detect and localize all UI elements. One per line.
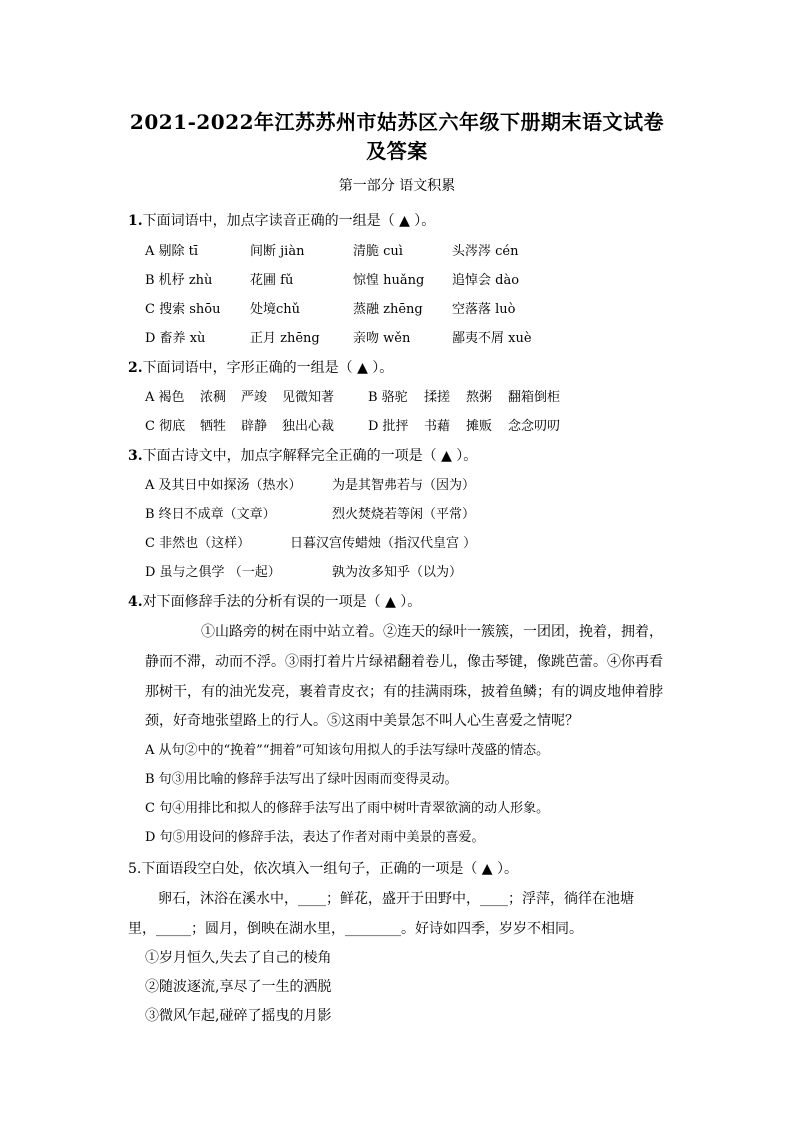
q5-passage-line-1: 卵石，沐浴在溪水中，____；鲜花，盛开于田野中，____；浮萍，徜徉在池塘 xyxy=(158,891,634,907)
question-number: 1. xyxy=(128,213,143,229)
q1-option-d-4: 鄙夷不屑 xuè xyxy=(452,331,532,346)
q2-option-a-2: 浓稠 xyxy=(200,390,227,405)
q2-option-b-4: 翻箱倒柜 xyxy=(508,390,561,405)
q1-option-a-2: 间断 jiàn xyxy=(250,244,305,259)
q2-option-a-4: 见微知著 xyxy=(282,390,335,405)
q2-option-c-1: C 彻底 xyxy=(145,419,186,434)
q1-option-c-4: 空落落 luò xyxy=(452,302,516,317)
q4-option-a: A 从句②中的“挽着”“拥着”可知该句用拟人的手法写绿叶茂盛的情态。 xyxy=(145,743,550,758)
question-number: 4. xyxy=(128,594,143,610)
q4-option-c: C 句④用排比和拟人的修辞手法写出了雨中树叶青翠欲滴的动人形象。 xyxy=(145,801,550,816)
question-number: 2. xyxy=(128,360,143,376)
q4-option-d: D 句⑤用设问的修辞手法，表达了作者对雨中美景的喜爱。 xyxy=(145,830,485,845)
q2-option-d-2: 书藉 xyxy=(424,419,451,434)
section-heading: 第一部分 语文积累 xyxy=(338,178,456,194)
question-stem: 下面古诗文中，加点字解释完全正确的一项是（ ▲ ）。 xyxy=(142,448,478,464)
question-number: 5. xyxy=(128,861,142,877)
question-stem: 下面语段空白处，依次填入一组句子，正确的一项是（ ▲ ）。 xyxy=(141,861,519,877)
q2-option-c-2: 牺牲 xyxy=(200,419,227,434)
q2-option-a-3: 严竣 xyxy=(241,390,268,405)
q2-option-b-2: 揉搓 xyxy=(424,390,451,405)
q3-option-d-1: D 虽与之俱学 （一起） xyxy=(145,565,281,580)
q2-option-d-1: D 批抨 xyxy=(368,419,409,434)
q1-option-d-1: D 畜养 xù xyxy=(145,331,206,346)
q5-item-1: ①岁月恒久,失去了自己的棱角 xyxy=(145,950,332,966)
q1-option-d-2: 正月 zhēng xyxy=(250,331,320,346)
question-1 xyxy=(128,210,435,230)
q1-option-b-4: 追悼会 dào xyxy=(452,273,520,288)
q2-option-d-4: 念念叨叨 xyxy=(508,419,561,434)
q1-option-b-1: B 机杼 zhù xyxy=(145,273,213,288)
q2-option-b-1: B 骆驼 xyxy=(368,390,408,405)
q1-option-c-2: 处境chǔ xyxy=(250,302,301,317)
q1-option-c-1: C 搜索 shōu xyxy=(145,302,221,317)
question-stem: 下面词语中，加点字读音正确的一组是（ ▲ ）。 xyxy=(142,213,436,229)
q4-option-b: B 句③用比喻的修辞手法写出了绿叶因雨而变得灵动。 xyxy=(145,772,458,787)
exam-title-line1: 2021-2022年江苏苏州市姑苏区六年级下册期末语文试卷 xyxy=(129,110,665,134)
q1-option-c-3: 蒸融 zhēng xyxy=(353,302,423,317)
question-number: 3. xyxy=(128,448,143,464)
q5-item-2: ②随波逐流,享尽了一生的洒脱 xyxy=(145,979,332,995)
q2-option-b-3: 熬粥 xyxy=(466,390,493,405)
q4-passage-line-1: ①山路旁的树在雨中站立着。②连天的绿叶一簇簇，一团团，挽着，拥着， xyxy=(201,624,663,640)
q3-option-c-2: 日暮汉宫传蜡烛（指汉代皇宫 ） xyxy=(290,536,477,551)
q1-option-a-3: 清脆 cuì xyxy=(353,244,403,259)
q3-option-c-1: C 非然也（这样） xyxy=(145,536,251,551)
question-5 xyxy=(128,858,518,878)
q4-passage-line-3: 那树干，有的油光发亮，裹着青皮衣；有的挂满雨珠，披着鱼鳞；有的调皮地伸着脖 xyxy=(145,684,663,700)
q2-option-c-3: 辟静 xyxy=(241,419,268,434)
question-2 xyxy=(128,357,393,377)
q5-item-3: ③微风乍起,碰碎了摇曳的月影 xyxy=(145,1008,332,1024)
q2-option-c-4: 独出心裁 xyxy=(282,419,335,434)
q1-option-b-3: 惊惶 huǎng xyxy=(353,273,425,288)
question-stem: 对下面修辞手法的分析有误的一项是（ ▲ ）。 xyxy=(142,594,422,610)
q3-option-b-1: B 终日不成章（文章） xyxy=(145,507,276,522)
q5-passage-line-2: 里，_____；圆月，倒映在湖水里，________。好诗如四季，岁岁不相同。 xyxy=(128,921,583,937)
q2-option-d-3: 摊贩 xyxy=(466,419,493,434)
q4-passage-line-4: 颈，好奇地张望路上的行人。⑤这雨中美景怎不叫人心生喜爱之情呢？ xyxy=(145,713,579,729)
question-4 xyxy=(128,591,421,611)
q3-option-a-1: A 及其日中如探汤（热水） xyxy=(145,478,302,493)
q1-option-a-1: A 剔除 tī xyxy=(145,244,199,259)
q2-option-a-1: A 褐色 xyxy=(145,390,185,405)
q3-option-a-2: 为是其智弗若与（因为） xyxy=(332,478,476,493)
exam-title-line2: 及答案 xyxy=(366,139,428,163)
q1-option-b-2: 花圃 fǔ xyxy=(250,273,294,288)
q3-option-b-2: 烈火焚烧若等闲（平常） xyxy=(332,507,476,522)
q4-passage-line-2: 静而不滞，动而不浮。③雨打着片片绿裙翻着卷儿，像击琴键，像跳芭蕾。④你再看 xyxy=(145,654,663,670)
q1-option-d-3: 亲吻 wěn xyxy=(353,331,411,346)
question-3 xyxy=(128,445,477,465)
q3-option-d-2: 孰为汝多知乎（以为） xyxy=(332,565,463,580)
question-stem: 下面词语中，字形正确的一组是（ ▲ ）。 xyxy=(142,360,394,376)
q1-option-a-4: 头涔涔 cén xyxy=(452,244,519,259)
